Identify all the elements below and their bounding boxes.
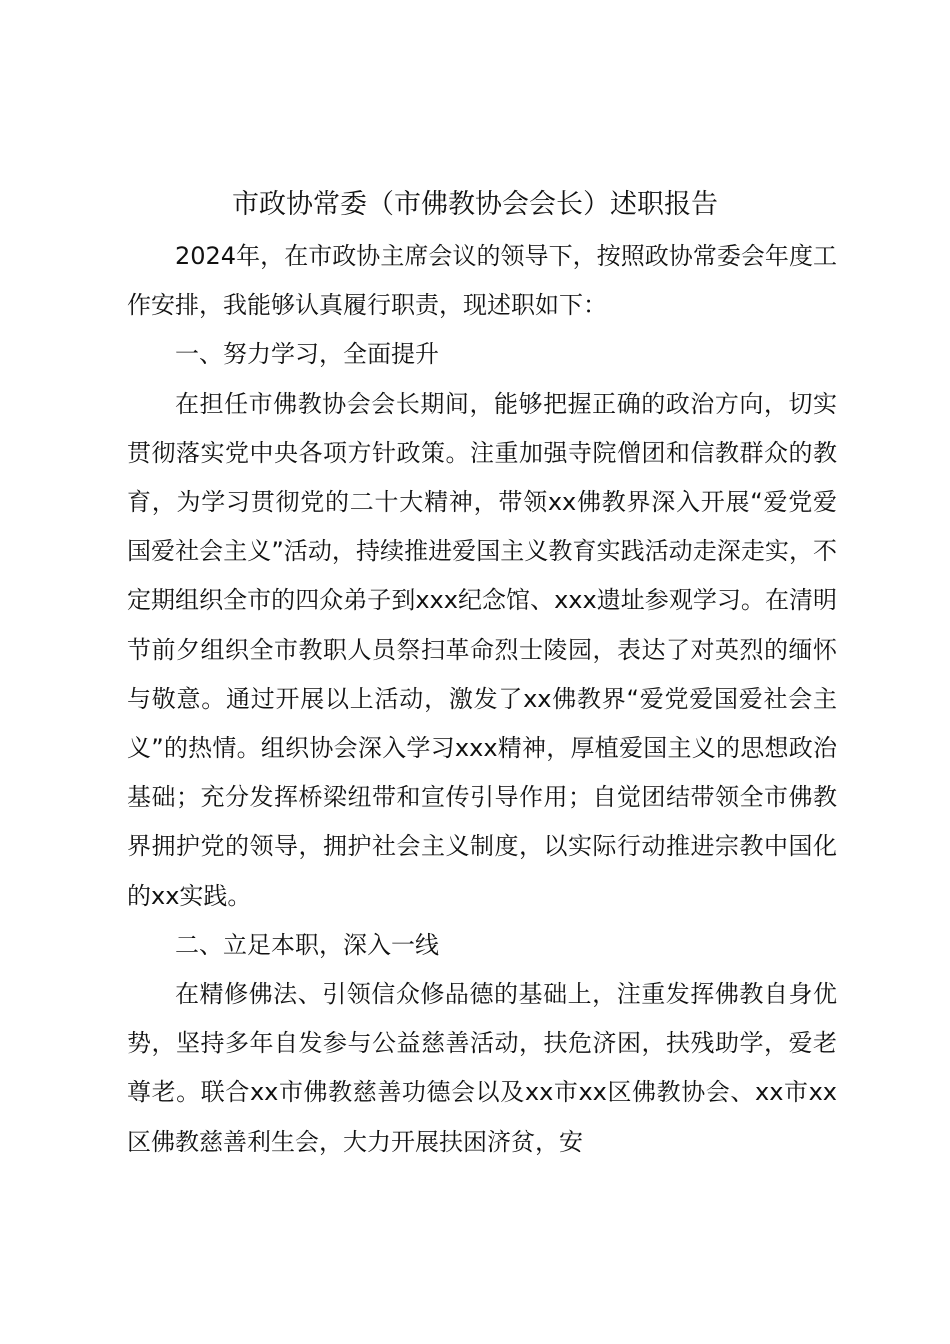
section-2-heading: 二、立足本职，深入一线 — [175, 930, 439, 959]
section-2-paragraph: 在精修佛法、引领信众修品德的基础上，注重发挥佛教自身优势，坚持多年自发参与公益慈善活动，扶危济困，扶残助学，爱老尊老。联合xx市佛教慈善功德会以及xx市xx区佛教协会、xx市xx区佛教慈善利生会，大力开展扶困济贫，安 — [127, 980, 837, 1156]
document-title: 市政协常委（市佛教协会会长）述职报告 — [232, 189, 718, 220]
section-1-paragraph: 在担任市佛教协会会长期间，能够把握正确的政治方向，切实贯彻落实党中央各项方针政策。注重加强寺院僧团和信教群众的教育，为学习贯彻党的二十大精神，带领xx佛教界深入开展“爱党爱国爱社会主义”活动，持续推进爱国主义教育实践活动走深走实，不定期组织全市的四众弟子到xxx纪念馆、xxx遗址参观学习。在清明节前夕组织全市教职人员祭扫革命烈士陵园，表达了对英烈的缅怀与敬意。通过开展以上活动，激发了xx佛教界“爱党爱国爱社会主义”的热情。组织协会深入学习xxx精神，厚植爱国主义的思想政治基础；充分发挥桥梁纽带和宣传引导作用；自觉团结带领全市佛教界拥护党的领导，拥护社会主义制度，以实际行动推进宗教中国化的xx实践。 — [127, 389, 837, 910]
intro-paragraph: 2024年，在市政协主席会议的领导下，按照政协常委会年度工作安排，我能够认真履行职责，现述职如下： — [127, 242, 837, 320]
document-body — [127, 232, 837, 1167]
section-1-heading: 一、努力学习，全面提升 — [175, 340, 439, 369]
